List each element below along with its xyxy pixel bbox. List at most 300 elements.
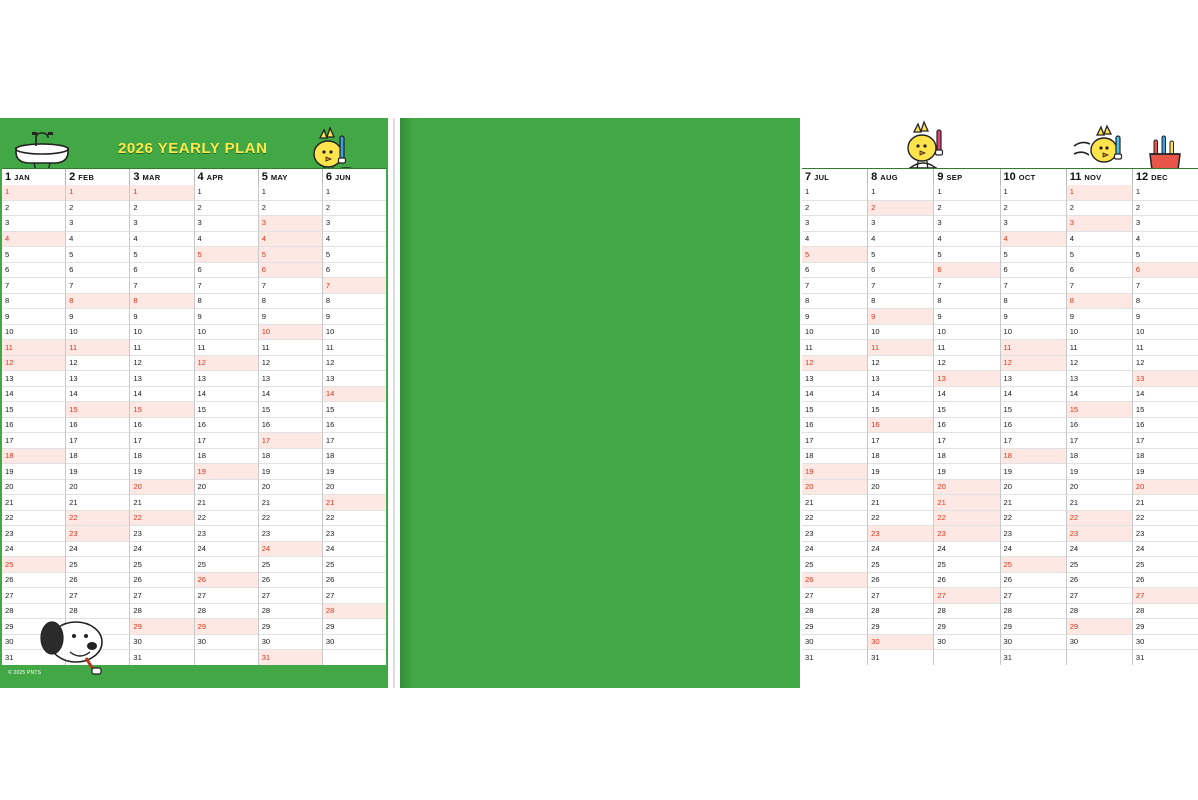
day-cell[interactable]: 9 <box>66 309 129 325</box>
day-cell[interactable]: 12 <box>259 356 322 372</box>
day-cell[interactable]: 8 <box>2 294 65 310</box>
day-cell[interactable]: 10 <box>195 325 258 341</box>
day-cell[interactable]: 4 <box>1067 232 1132 248</box>
day-cell[interactable]: 28 <box>2 604 65 620</box>
day-cell[interactable]: 12 <box>66 356 129 372</box>
day-cell[interactable]: 23 <box>1133 526 1198 542</box>
day-cell[interactable]: 6 <box>323 263 386 279</box>
month-header-nov[interactable] <box>1067 169 1133 186</box>
day-cell[interactable]: 24 <box>1067 542 1132 558</box>
day-cell[interactable]: 9 <box>1067 309 1132 325</box>
day-cell[interactable]: 16 <box>1067 418 1132 434</box>
day-cell[interactable]: 16 <box>195 418 258 434</box>
day-cell[interactable]: 3 <box>1001 216 1066 232</box>
day-cell[interactable]: 21 <box>934 495 999 511</box>
month-header-dec[interactable] <box>1133 169 1198 186</box>
day-cell[interactable]: 24 <box>130 542 193 558</box>
day-cell[interactable]: 8 <box>1001 294 1066 310</box>
day-cell[interactable]: 6 <box>2 263 65 279</box>
day-cell[interactable]: 22 <box>868 511 933 527</box>
day-cell[interactable]: 12 <box>1001 356 1066 372</box>
day-cell[interactable]: 9 <box>2 309 65 325</box>
day-cell[interactable]: 4 <box>802 232 867 248</box>
day-cell[interactable]: 3 <box>2 216 65 232</box>
day-cell[interactable]: 26 <box>323 573 386 589</box>
day-cell[interactable]: 31 <box>871 652 880 662</box>
day-cell[interactable]: 16 <box>1133 418 1198 434</box>
day-cell[interactable]: 6 <box>130 263 193 279</box>
day-cell[interactable]: 19 <box>1067 464 1132 480</box>
day-cell[interactable]: 7 <box>802 278 867 294</box>
day-cell[interactable]: 8 <box>1067 294 1132 310</box>
day-cell[interactable]: 5 <box>323 247 386 263</box>
day-cell[interactable]: 2 <box>1067 201 1132 217</box>
day-cell[interactable]: 17 <box>868 433 933 449</box>
day-cell[interactable]: 17 <box>934 433 999 449</box>
day-cell[interactable]: 11 <box>802 340 867 356</box>
day-cell[interactable]: 7 <box>934 278 999 294</box>
day-cell[interactable]: 6 <box>259 263 322 279</box>
day-cell[interactable]: 30 <box>1001 635 1066 651</box>
day-cell[interactable]: 13 <box>130 371 193 387</box>
day-cell[interactable]: 7 <box>1133 278 1198 294</box>
day-cell[interactable]: 1 <box>195 185 258 201</box>
day-cell[interactable]: 2 <box>323 201 386 217</box>
day-cell[interactable]: 20 <box>1067 480 1132 496</box>
day-cell[interactable]: 15 <box>868 402 933 418</box>
day-cell[interactable]: 6 <box>868 263 933 279</box>
day-cell[interactable]: 27 <box>2 588 65 604</box>
day-cell[interactable]: 26 <box>130 573 193 589</box>
day-cell[interactable]: 4 <box>323 232 386 248</box>
month-header-mar[interactable] <box>130 169 194 186</box>
day-cell[interactable]: 22 <box>1133 511 1198 527</box>
day-cell[interactable]: 1 <box>259 185 322 201</box>
day-cell[interactable]: 8 <box>934 294 999 310</box>
day-cell[interactable]: 31 <box>259 650 322 665</box>
day-cell[interactable]: 11 <box>1067 340 1132 356</box>
day-cell[interactable]: 5 <box>259 247 322 263</box>
day-cell[interactable]: 14 <box>130 387 193 403</box>
day-cell[interactable]: 17 <box>2 433 65 449</box>
day-cell[interactable]: 25 <box>1067 557 1132 573</box>
day-cell[interactable]: 9 <box>259 309 322 325</box>
day-cell[interactable]: 23 <box>323 526 386 542</box>
day-cell[interactable]: 22 <box>323 511 386 527</box>
day-cell[interactable]: 6 <box>195 263 258 279</box>
day-cell[interactable]: 30 <box>323 635 386 651</box>
day-cell[interactable]: 6 <box>802 263 867 279</box>
day-cell[interactable]: 11 <box>323 340 386 356</box>
day-cell[interactable] <box>195 650 258 665</box>
day-cell[interactable]: 11 <box>868 340 933 356</box>
day-cell[interactable]: 25 <box>802 557 867 573</box>
day-cell[interactable]: 26 <box>868 573 933 589</box>
day-cell[interactable]: 16 <box>2 418 65 434</box>
day-cell[interactable]: 24 <box>2 542 65 558</box>
day-cell[interactable]: 23 <box>259 526 322 542</box>
day-cell[interactable]: 8 <box>130 294 193 310</box>
day-cell[interactable]: 24 <box>195 542 258 558</box>
day-cell[interactable]: 28 <box>1133 604 1198 620</box>
day-cell[interactable]: 24 <box>934 542 999 558</box>
day-cell[interactable]: 20 <box>934 480 999 496</box>
day-cell[interactable]: 1 <box>802 185 867 201</box>
day-cell[interactable]: 8 <box>1133 294 1198 310</box>
day-cell[interactable]: 4 <box>1001 232 1066 248</box>
month-header-aug[interactable] <box>868 169 934 186</box>
day-cell[interactable]: 6 <box>934 263 999 279</box>
day-cell[interactable]: 9 <box>802 309 867 325</box>
day-cell[interactable]: 15 <box>323 402 386 418</box>
day-cell[interactable]: 2 <box>195 201 258 217</box>
day-cell[interactable]: 22 <box>1001 511 1066 527</box>
day-cell[interactable]: 24 <box>259 542 322 558</box>
day-cell[interactable]: 7 <box>1067 278 1132 294</box>
day-cell[interactable]: 12 <box>1133 356 1198 372</box>
day-cell[interactable]: 27 <box>323 588 386 604</box>
day-cell[interactable]: 11 <box>195 340 258 356</box>
day-cell[interactable]: 25 <box>259 557 322 573</box>
day-cell[interactable]: 30 <box>802 635 867 651</box>
day-cell[interactable]: 3 <box>934 216 999 232</box>
day-cell[interactable]: 22 <box>259 511 322 527</box>
day-cell[interactable]: 17 <box>1001 433 1066 449</box>
day-cell[interactable]: 23 <box>195 526 258 542</box>
day-cell[interactable]: 21 <box>868 495 933 511</box>
day-cell[interactable]: 20 <box>802 480 867 496</box>
day-cell[interactable]: 4 <box>1133 232 1198 248</box>
day-cell[interactable]: 6 <box>1067 263 1132 279</box>
day-cell[interactable]: 23 <box>130 526 193 542</box>
month-header-oct[interactable] <box>1001 169 1067 186</box>
day-cell[interactable]: 2 <box>259 201 322 217</box>
day-cell[interactable]: 18 <box>802 449 867 465</box>
day-cell[interactable]: 12 <box>130 356 193 372</box>
day-cell[interactable]: 2 <box>868 201 933 217</box>
day-cell[interactable]: 24 <box>1001 542 1066 558</box>
day-cell[interactable]: 15 <box>66 402 129 418</box>
day-cell[interactable]: 17 <box>259 433 322 449</box>
day-cell[interactable]: 21 <box>1133 495 1198 511</box>
day-cell[interactable]: 17 <box>195 433 258 449</box>
day-cell[interactable]: 13 <box>259 371 322 387</box>
day-cell[interactable]: 19 <box>868 464 933 480</box>
day-cell[interactable]: 15 <box>195 402 258 418</box>
day-cell[interactable]: 7 <box>130 278 193 294</box>
day-cell[interactable]: 8 <box>323 294 386 310</box>
day-cell[interactable]: 2 <box>802 201 867 217</box>
day-cell[interactable]: 26 <box>66 573 129 589</box>
day-cell[interactable]: 19 <box>130 464 193 480</box>
day-cell[interactable]: 14 <box>802 387 867 403</box>
day-cell[interactable]: 21 <box>130 495 193 511</box>
day-cell[interactable]: 17 <box>1133 433 1198 449</box>
day-cell[interactable]: 20 <box>323 480 386 496</box>
day-cell[interactable]: 15 <box>802 402 867 418</box>
day-cell[interactable]: 3 <box>1133 216 1198 232</box>
day-cell[interactable]: 22 <box>130 511 193 527</box>
day-cell[interactable]: 19 <box>2 464 65 480</box>
day-cell[interactable]: 31 <box>805 652 814 662</box>
day-cell[interactable]: 13 <box>1133 371 1198 387</box>
day-cell[interactable]: 21 <box>195 495 258 511</box>
day-cell[interactable]: 4 <box>259 232 322 248</box>
day-cell[interactable]: 19 <box>259 464 322 480</box>
day-cell[interactable]: 3 <box>1067 216 1132 232</box>
day-cell[interactable]: 28 <box>259 604 322 620</box>
day-cell[interactable]: 13 <box>195 371 258 387</box>
day-cell[interactable]: 13 <box>802 371 867 387</box>
day-cell[interactable]: 22 <box>934 511 999 527</box>
day-cell[interactable]: 9 <box>195 309 258 325</box>
day-cell[interactable]: 10 <box>259 325 322 341</box>
day-cell[interactable]: 21 <box>259 495 322 511</box>
day-cell[interactable]: 7 <box>195 278 258 294</box>
day-cell[interactable]: 18 <box>2 449 65 465</box>
day-cell[interactable]: 10 <box>1133 325 1198 341</box>
day-cell[interactable]: 26 <box>802 573 867 589</box>
day-cell[interactable]: 26 <box>1133 573 1198 589</box>
day-cell[interactable]: 10 <box>802 325 867 341</box>
day-cell[interactable]: 15 <box>259 402 322 418</box>
day-cell[interactable]: 12 <box>323 356 386 372</box>
day-cell[interactable]: 27 <box>802 588 867 604</box>
day-cell[interactable]: 29 <box>1067 619 1132 635</box>
day-cell[interactable]: 30 <box>868 635 933 651</box>
day-cell[interactable]: 19 <box>802 464 867 480</box>
day-cell[interactable]: 16 <box>802 418 867 434</box>
day-cell[interactable]: 1 <box>323 185 386 201</box>
day-cell[interactable]: 10 <box>1001 325 1066 341</box>
day-cell[interactable]: 3 <box>802 216 867 232</box>
day-cell[interactable]: 7 <box>1001 278 1066 294</box>
day-cell[interactable] <box>323 650 386 665</box>
day-cell[interactable]: 28 <box>1067 604 1132 620</box>
day-cell[interactable]: 13 <box>1001 371 1066 387</box>
day-cell[interactable]: 25 <box>2 557 65 573</box>
day-cell[interactable]: 20 <box>66 480 129 496</box>
day-cell[interactable]: 26 <box>195 573 258 589</box>
day-cell[interactable]: 18 <box>259 449 322 465</box>
day-cell[interactable]: 3 <box>195 216 258 232</box>
day-cell[interactable]: 10 <box>66 325 129 341</box>
day-cell[interactable]: 29 <box>1133 619 1198 635</box>
day-cell[interactable]: 14 <box>195 387 258 403</box>
day-cell[interactable]: 18 <box>934 449 999 465</box>
day-cell[interactable]: 2 <box>130 201 193 217</box>
day-cell[interactable]: 2 <box>66 201 129 217</box>
day-cell[interactable]: 25 <box>868 557 933 573</box>
day-cell[interactable]: 11 <box>259 340 322 356</box>
day-cell[interactable]: 23 <box>66 526 129 542</box>
day-cell[interactable]: 27 <box>1067 588 1132 604</box>
day-cell[interactable]: 10 <box>323 325 386 341</box>
day-cell[interactable]: 26 <box>1001 573 1066 589</box>
day-cell[interactable]: 2 <box>1001 201 1066 217</box>
month-header-may[interactable] <box>259 169 323 186</box>
day-cell[interactable]: 29 <box>130 619 193 635</box>
day-cell[interactable]: 21 <box>66 495 129 511</box>
day-cell[interactable]: 9 <box>868 309 933 325</box>
day-cell[interactable]: 29 <box>934 619 999 635</box>
day-cell[interactable]: 15 <box>1067 402 1132 418</box>
day-cell[interactable]: 16 <box>259 418 322 434</box>
day-cell[interactable]: 29 <box>323 619 386 635</box>
day-cell[interactable]: 1 <box>2 185 65 201</box>
day-cell[interactable]: 26 <box>934 573 999 589</box>
day-cell[interactable]: 24 <box>1133 542 1198 558</box>
day-cell[interactable]: 10 <box>934 325 999 341</box>
day-cell[interactable]: 22 <box>195 511 258 527</box>
day-cell[interactable]: 29 <box>1001 619 1066 635</box>
day-cell[interactable]: 18 <box>1001 449 1066 465</box>
day-cell[interactable]: 21 <box>1067 495 1132 511</box>
day-cell[interactable]: 4 <box>66 232 129 248</box>
day-cell[interactable]: 17 <box>66 433 129 449</box>
day-cell[interactable]: 31 <box>133 652 142 662</box>
day-cell[interactable]: 18 <box>195 449 258 465</box>
day-cell[interactable]: 22 <box>66 511 129 527</box>
day-cell[interactable]: 9 <box>934 309 999 325</box>
day-cell[interactable]: 13 <box>1067 371 1132 387</box>
day-cell[interactable]: 20 <box>868 480 933 496</box>
day-cell[interactable]: 19 <box>934 464 999 480</box>
day-cell[interactable]: 18 <box>1133 449 1198 465</box>
day-cell[interactable]: 10 <box>130 325 193 341</box>
day-cell[interactable]: 24 <box>323 542 386 558</box>
day-cell[interactable]: 5 <box>934 247 999 263</box>
day-cell[interactable]: 30 <box>195 635 258 651</box>
day-cell[interactable]: 12 <box>934 356 999 372</box>
month-header-jan[interactable] <box>2 169 66 186</box>
day-cell[interactable]: 27 <box>195 588 258 604</box>
day-cell[interactable]: 24 <box>868 542 933 558</box>
day-cell[interactable]: 7 <box>323 278 386 294</box>
day-cell[interactable]: 16 <box>934 418 999 434</box>
day-cell[interactable]: 28 <box>66 604 129 620</box>
day-cell[interactable]: 7 <box>2 278 65 294</box>
day-cell[interactable]: 19 <box>66 464 129 480</box>
day-cell[interactable]: 21 <box>802 495 867 511</box>
day-cell[interactable]: 16 <box>868 418 933 434</box>
day-cell[interactable]: 12 <box>195 356 258 372</box>
day-cell[interactable]: 5 <box>2 247 65 263</box>
day-cell[interactable]: 19 <box>323 464 386 480</box>
day-cell[interactable]: 31 <box>1135 652 1145 662</box>
day-cell[interactable]: 14 <box>1067 387 1132 403</box>
day-cell[interactable]: 30 <box>1067 635 1132 651</box>
day-cell[interactable]: 14 <box>1001 387 1066 403</box>
day-cell[interactable]: 27 <box>934 588 999 604</box>
day-cell[interactable]: 4 <box>868 232 933 248</box>
day-cell[interactable]: 31 <box>5 652 14 662</box>
day-cell[interactable]: 28 <box>934 604 999 620</box>
day-cell[interactable]: 17 <box>802 433 867 449</box>
day-cell[interactable]: 23 <box>2 526 65 542</box>
day-cell[interactable]: 8 <box>868 294 933 310</box>
day-cell[interactable]: 26 <box>2 573 65 589</box>
day-cell[interactable]: 6 <box>66 263 129 279</box>
day-cell[interactable]: 30 <box>934 635 999 651</box>
day-cell[interactable]: 27 <box>1001 588 1066 604</box>
day-cell[interactable]: 17 <box>130 433 193 449</box>
day-cell[interactable]: 11 <box>1001 340 1066 356</box>
day-cell[interactable]: 14 <box>259 387 322 403</box>
day-cell[interactable]: 12 <box>802 356 867 372</box>
day-cell[interactable]: 30 <box>1133 635 1198 651</box>
day-cell[interactable]: 27 <box>130 588 193 604</box>
day-cell[interactable]: 13 <box>323 371 386 387</box>
day-cell[interactable]: 1 <box>934 185 999 201</box>
day-cell[interactable]: 3 <box>868 216 933 232</box>
day-cell[interactable]: 1 <box>66 185 129 201</box>
month-header-feb[interactable] <box>66 169 130 186</box>
day-cell[interactable]: 5 <box>195 247 258 263</box>
day-cell[interactable]: 11 <box>66 340 129 356</box>
day-cell[interactable]: 5 <box>66 247 129 263</box>
day-cell[interactable]: 9 <box>1133 309 1198 325</box>
day-cell[interactable]: 7 <box>66 278 129 294</box>
day-cell[interactable]: 14 <box>1133 387 1198 403</box>
day-cell[interactable]: 24 <box>66 542 129 558</box>
day-cell[interactable]: 8 <box>802 294 867 310</box>
day-cell[interactable]: 14 <box>934 387 999 403</box>
day-cell[interactable]: 15 <box>1001 402 1066 418</box>
day-cell[interactable]: 21 <box>323 495 386 511</box>
day-cell[interactable]: 23 <box>1067 526 1132 542</box>
day-cell[interactable]: 19 <box>1133 464 1198 480</box>
day-cell[interactable]: 5 <box>1067 247 1132 263</box>
day-cell[interactable]: 30 <box>2 635 65 651</box>
day-cell[interactable]: 9 <box>1001 309 1066 325</box>
day-cell[interactable]: 15 <box>1133 402 1198 418</box>
day-cell[interactable]: 25 <box>323 557 386 573</box>
day-cell[interactable]: 1 <box>1001 185 1066 201</box>
day-cell[interactable]: 11 <box>2 340 65 356</box>
day-cell[interactable]: 28 <box>323 604 386 620</box>
day-cell[interactable]: 5 <box>1001 247 1066 263</box>
day-cell[interactable]: 7 <box>868 278 933 294</box>
day-cell[interactable]: 13 <box>2 371 65 387</box>
month-header-sep[interactable] <box>934 169 1000 186</box>
day-cell[interactable]: 26 <box>259 573 322 589</box>
day-cell[interactable]: 18 <box>130 449 193 465</box>
day-cell[interactable]: 10 <box>868 325 933 341</box>
day-cell[interactable]: 11 <box>934 340 999 356</box>
day-cell[interactable]: 25 <box>130 557 193 573</box>
day-cell[interactable]: 7 <box>259 278 322 294</box>
day-cell[interactable]: 13 <box>66 371 129 387</box>
day-cell[interactable] <box>934 650 999 665</box>
day-cell[interactable]: 28 <box>1001 604 1066 620</box>
day-cell[interactable]: 27 <box>66 588 129 604</box>
day-cell[interactable]: 14 <box>2 387 65 403</box>
day-cell[interactable]: 3 <box>259 216 322 232</box>
day-cell[interactable]: 23 <box>1001 526 1066 542</box>
day-cell[interactable]: 8 <box>259 294 322 310</box>
day-cell[interactable]: 5 <box>130 247 193 263</box>
day-cell[interactable]: 2 <box>1133 201 1198 217</box>
day-cell[interactable]: 20 <box>130 480 193 496</box>
day-cell[interactable]: 25 <box>1133 557 1198 573</box>
day-cell[interactable]: 17 <box>1067 433 1132 449</box>
month-header-jul[interactable] <box>802 169 868 186</box>
day-cell[interactable]: 20 <box>195 480 258 496</box>
day-cell[interactable]: 3 <box>323 216 386 232</box>
day-cell[interactable]: 20 <box>259 480 322 496</box>
day-cell[interactable]: 25 <box>66 557 129 573</box>
